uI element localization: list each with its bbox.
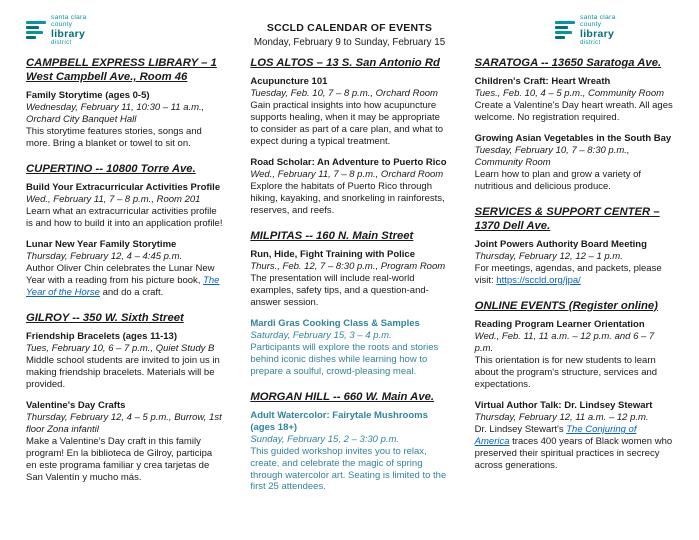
event-description: This guided workshop invites you to relax, create, and celebrate the magic of spring through watercolor art. Seating is limited to the first 25 attendees.: [250, 445, 447, 493]
section-gilroy: [26, 311, 224, 484]
section-heading: GILROY -- 350 W. Sixth Street: [26, 311, 184, 324]
event-description-text: For meetings, agendas, and packets, please visit:: [474, 262, 662, 286]
section-heading: LOS ALTOS – 13 S. San Antonio Rd: [250, 57, 440, 69]
event-description: [475, 263, 673, 287]
page-subtitle: Monday, February 9 to Sunday, February 15: [253, 37, 446, 48]
event-datetime: Wed., February 11, 7 – 8 p.m., Room 201: [26, 194, 201, 206]
column-1: [26, 56, 224, 505]
event-datetime: Thursday, February 12, 11 a.m. – 12 p.m.: [474, 411, 649, 423]
event-columns: [26, 56, 673, 505]
event-description-text: Dr. Lindsey Stewart's: [474, 423, 567, 435]
logo-text: [580, 14, 615, 46]
event-datetime: Tues., Feb. 10, 4 – 5 p.m., Community Room: [474, 88, 665, 100]
event-description-text: and do a craft.: [99, 286, 164, 298]
event: [475, 76, 673, 124]
event-datetime: Sunday, February 15, 2 – 3:30 p.m.: [250, 433, 400, 445]
event-datetime: Tuesday, Feb. 10, 7 – 8 p.m., Orchard Room: [250, 88, 438, 100]
event-highlighted: [250, 410, 448, 494]
event-title: Lunar New Year Family Storytime: [26, 239, 177, 251]
logo-line: library: [579, 27, 615, 40]
sccld-logo-left: [26, 14, 144, 46]
event: [26, 182, 224, 230]
event: [475, 133, 673, 193]
section-services-support: [475, 205, 673, 287]
event-description: Learn how to plan and grow a variety of nutritious and delicious produce.: [474, 168, 642, 192]
event-title: Valentine's Day Crafts: [26, 399, 126, 411]
event: [26, 90, 224, 150]
event-title: Children's Craft: Heart Wreath: [474, 76, 611, 88]
event-description-text: Author Oliver Chin celebrates the Lunar New Year with a reading from his picture book,: [26, 262, 215, 286]
event-datetime: Saturday, February 15, 3 – 4 p.m.: [250, 329, 392, 341]
column-3: [475, 56, 673, 505]
event: [250, 157, 448, 217]
section-heading: ONLINE EVENTS (Register online): [474, 299, 658, 312]
section-milpitas: [250, 229, 448, 378]
section-heading: SERVICES & SUPPORT CENTER – 1370 Dell Ave.: [474, 205, 660, 232]
event: [475, 239, 673, 287]
event-title: Virtual Author Talk: Dr. Lindsey Stewart: [474, 399, 653, 411]
event: [26, 400, 224, 484]
event: [250, 76, 448, 148]
event: [250, 249, 448, 309]
event-datetime: Thursday, February 12, 4 – 5 p.m., Burrow, 1st floor Zona infantil: [26, 411, 222, 435]
event-description: The presentation will include real-world examples, safety tips, and a question-and-answer session.: [250, 272, 429, 308]
section-saratoga: [475, 56, 673, 193]
page-header: [26, 14, 673, 48]
event-title: Mardi Gras Cooking Class & Samples: [250, 317, 420, 329]
event-datetime: Tues, February 10, 6 – 7 p.m., Quiet Study B: [26, 342, 215, 354]
logo-line: district: [51, 39, 72, 46]
event-description: Participants will explore the roots and stories behind iconic dishes while learning how to prepare a soulful, crowd-pleasing meal.: [250, 341, 439, 377]
logo-line: county: [579, 21, 602, 29]
event-title: Build Your Extracurricular Activities Profile: [26, 182, 221, 194]
event-description: [475, 424, 673, 472]
event-title: Acupuncture 101: [250, 76, 328, 88]
event-title: Growing Asian Vegetables in the South Bay: [474, 132, 672, 144]
event-datetime: Tuesday, February 10, 7 – 8:30 p.m., Community Room: [474, 144, 630, 168]
event-datetime: Thursday, February 12, 4 – 4:45 p.m.: [26, 251, 183, 263]
event-datetime: Thursday, February 12, 12 – 1 p.m.: [474, 251, 623, 263]
event-description-text: traces 400 years of Black women who preserved their spiritual practices in secrecy across generations.: [474, 435, 673, 471]
event-datetime: Wed., Feb. 11, 11 a.m. – 12 p.m. and 6 – 7 p.m.: [474, 331, 655, 354]
event-description: Make a Valentine's Day craft in this family program! En la biblioteca de Gilroy, participa en este programa familiar y crea tarjetas de San Valentín y mucho más.: [26, 435, 213, 483]
event-description: Gain practical insights into how acupuncture supports healing, when it may be appropriate to consider as part of a care plan, and what to expect during a typical treatment.: [250, 100, 444, 147]
section-heading: SARATOGA -- 13650 Saratoga Ave.: [474, 57, 662, 69]
logo-line: santa clara: [579, 14, 616, 21]
event-datetime: Wed., February 11, 7 – 8 p.m., Orchard Room: [250, 168, 444, 180]
event-description: Middle school students are invited to join us in making friendship bracelets. Materials will be provided.: [26, 354, 220, 390]
section-heading: MORGAN HILL -- 660 W. Main Ave.: [250, 390, 435, 403]
event-description: Create a Valentine's Day heart wreath. All ages welcome. No registration required.: [474, 100, 673, 124]
column-2: [250, 56, 448, 505]
event-description: This orientation is for new students to learn about the program's structure, services and expectations.: [474, 354, 658, 390]
library-lines-icon: [555, 21, 575, 39]
section-morgan-hill: [250, 390, 448, 494]
title-block: [254, 14, 445, 48]
jpa-url-link[interactable]: https://sccld.org/jpa/: [496, 274, 581, 286]
logo-line: santa clara: [51, 14, 87, 21]
event-description: This storytime features stories, songs and more. Bring a blanket or towel to sit on.: [26, 126, 202, 150]
event-title: Reading Program Learner Orientation: [474, 319, 645, 331]
section-los-altos: [250, 56, 448, 217]
event-title: Friendship Bracelets (ages 11-13): [26, 331, 178, 342]
event-title: Joint Powers Authority Board Meeting: [474, 239, 647, 251]
book-title-link[interactable]: The Conjuring of America: [474, 423, 637, 447]
section-cupertino: [26, 162, 224, 299]
event-title: Run, Hide, Fight Training with Police: [250, 248, 415, 260]
event-datetime: Wednesday, February 11, 10:30 – 11 a.m., Orchard City Banquet Hall: [26, 102, 205, 126]
sccld-logo-right: [555, 14, 673, 46]
event: [475, 319, 673, 391]
section-heading: CAMPBELL EXPRESS LIBRARY – 1 West Campbell Ave., Room 46: [26, 57, 217, 84]
section-campbell: [26, 56, 224, 150]
event-description: [26, 263, 224, 299]
event-description: Explore the habitats of Puerto Rico through hiking, kayaking, and snorkeling in rainforests, reserves, and reefs.: [250, 180, 445, 216]
logo-text: [51, 14, 86, 46]
event: [475, 400, 673, 472]
logo-line: library: [51, 27, 86, 40]
event: [26, 239, 224, 299]
section-heading: CUPERTINO -- 10800 Torre Ave.: [26, 163, 196, 176]
page-title: SCCLD CALENDAR OF EVENTS: [266, 22, 433, 34]
event-title: Adult Watercolor: Fairytale Mushrooms (ages 18+): [250, 409, 428, 433]
book-title-link[interactable]: The Year of the Horse: [26, 274, 220, 298]
logo-line: county: [51, 21, 73, 29]
section-online-events: [475, 299, 673, 472]
event-datetime: Thurs., Feb. 12, 7 – 8:30 p.m., Program Room: [250, 260, 446, 272]
event-highlighted: [250, 318, 448, 378]
library-lines-icon: [26, 21, 46, 39]
logo-line: district: [579, 39, 601, 46]
event: [26, 331, 224, 391]
event-title: Family Storytime (ages 0-5): [26, 90, 150, 102]
event-title: Road Scholar: An Adventure to Puerto Rico: [250, 156, 447, 168]
event-description: Learn what an extracurricular activities profile is and how to build it into an application profile!: [26, 206, 223, 230]
section-heading: MILPITAS -- 160 N. Main Street: [250, 229, 414, 242]
